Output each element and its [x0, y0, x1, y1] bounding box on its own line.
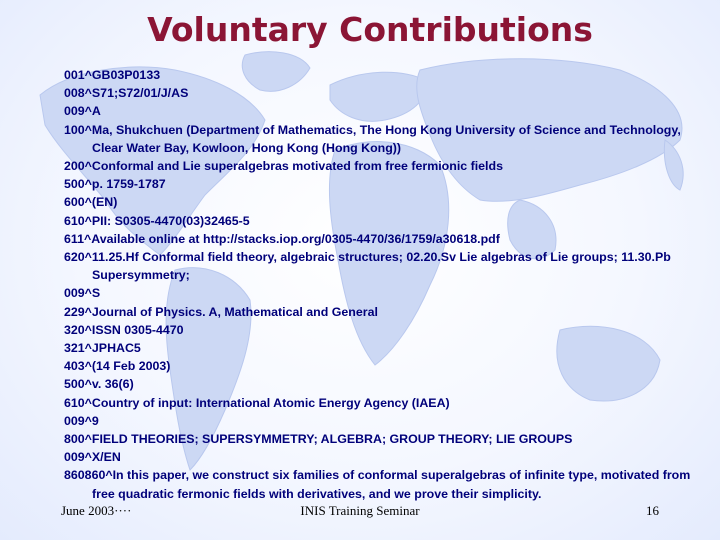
slide-title: Voluntary Contributions — [147, 10, 593, 49]
record-line: 200^Conformal and Lie superalgebras motivated from free fermionic fields — [64, 159, 503, 174]
record-line: 800^FIELD THEORIES; SUPERSYMMETRY; ALGEBRA; GROUP THEORY; LIE GROUPS — [64, 432, 573, 447]
record-line: 009^X/EN — [64, 450, 121, 465]
footer-page-number: 16 — [646, 503, 659, 518]
record-line: 610^PII: S0305-4470(03)32465-5 — [64, 213, 250, 228]
record-line: 610^Country of input: International Atomic Energy Agency (IAEA) — [64, 395, 450, 410]
record-line: 600^(EN) — [64, 195, 118, 210]
footer-date: June 2003···· — [61, 503, 132, 518]
record-line: 321^JPHAC5 — [64, 341, 141, 356]
record-line: 620^11.25.Hf Conformal field theory, algebraic structures; 02.20.Sv Lie algebras of Lie groups; 11.30.Pb Supersymmetry; — [64, 250, 671, 283]
record-line: 009^S — [64, 286, 101, 301]
record-line: 611^Available online at http://stacks.iop.org/0305-4470/36/1759/a30618.pdf — [64, 231, 500, 246]
record-line: 009^9 — [64, 413, 99, 428]
slide-footer — [0, 503, 720, 521]
record-line: 860860^In this paper, we construct six families of conformal superalgebras of infinite type, motivated from free quadratic fermonic fields with derivatives, and we prove their simplicity. — [64, 468, 691, 501]
record-line: 403^(14 Feb 2003) — [64, 359, 171, 374]
record-line: 100^Ma, Shukchuen (Department of Mathematics, The Hong Kong University of Science and Technology, Clear Water Bay, Kowloon, Hong Kong (Hong Kong)) — [64, 122, 681, 155]
record-line: 009^A — [64, 104, 101, 119]
record-line: 001^GB03P0133 — [64, 68, 161, 82]
record-field-list — [64, 66, 714, 503]
record-line: 229^Journal of Physics. A, Mathematical and General — [64, 304, 378, 319]
footer-event-name: INIS Training Seminar — [300, 503, 420, 518]
record-line: 500^v. 36(6) — [64, 377, 134, 392]
record-line: 500^p. 1759-1787 — [64, 177, 166, 192]
record-line: 008^S71;S72/01/J/AS — [64, 86, 189, 101]
record-line: 320^ISSN 0305-4470 — [64, 322, 184, 337]
